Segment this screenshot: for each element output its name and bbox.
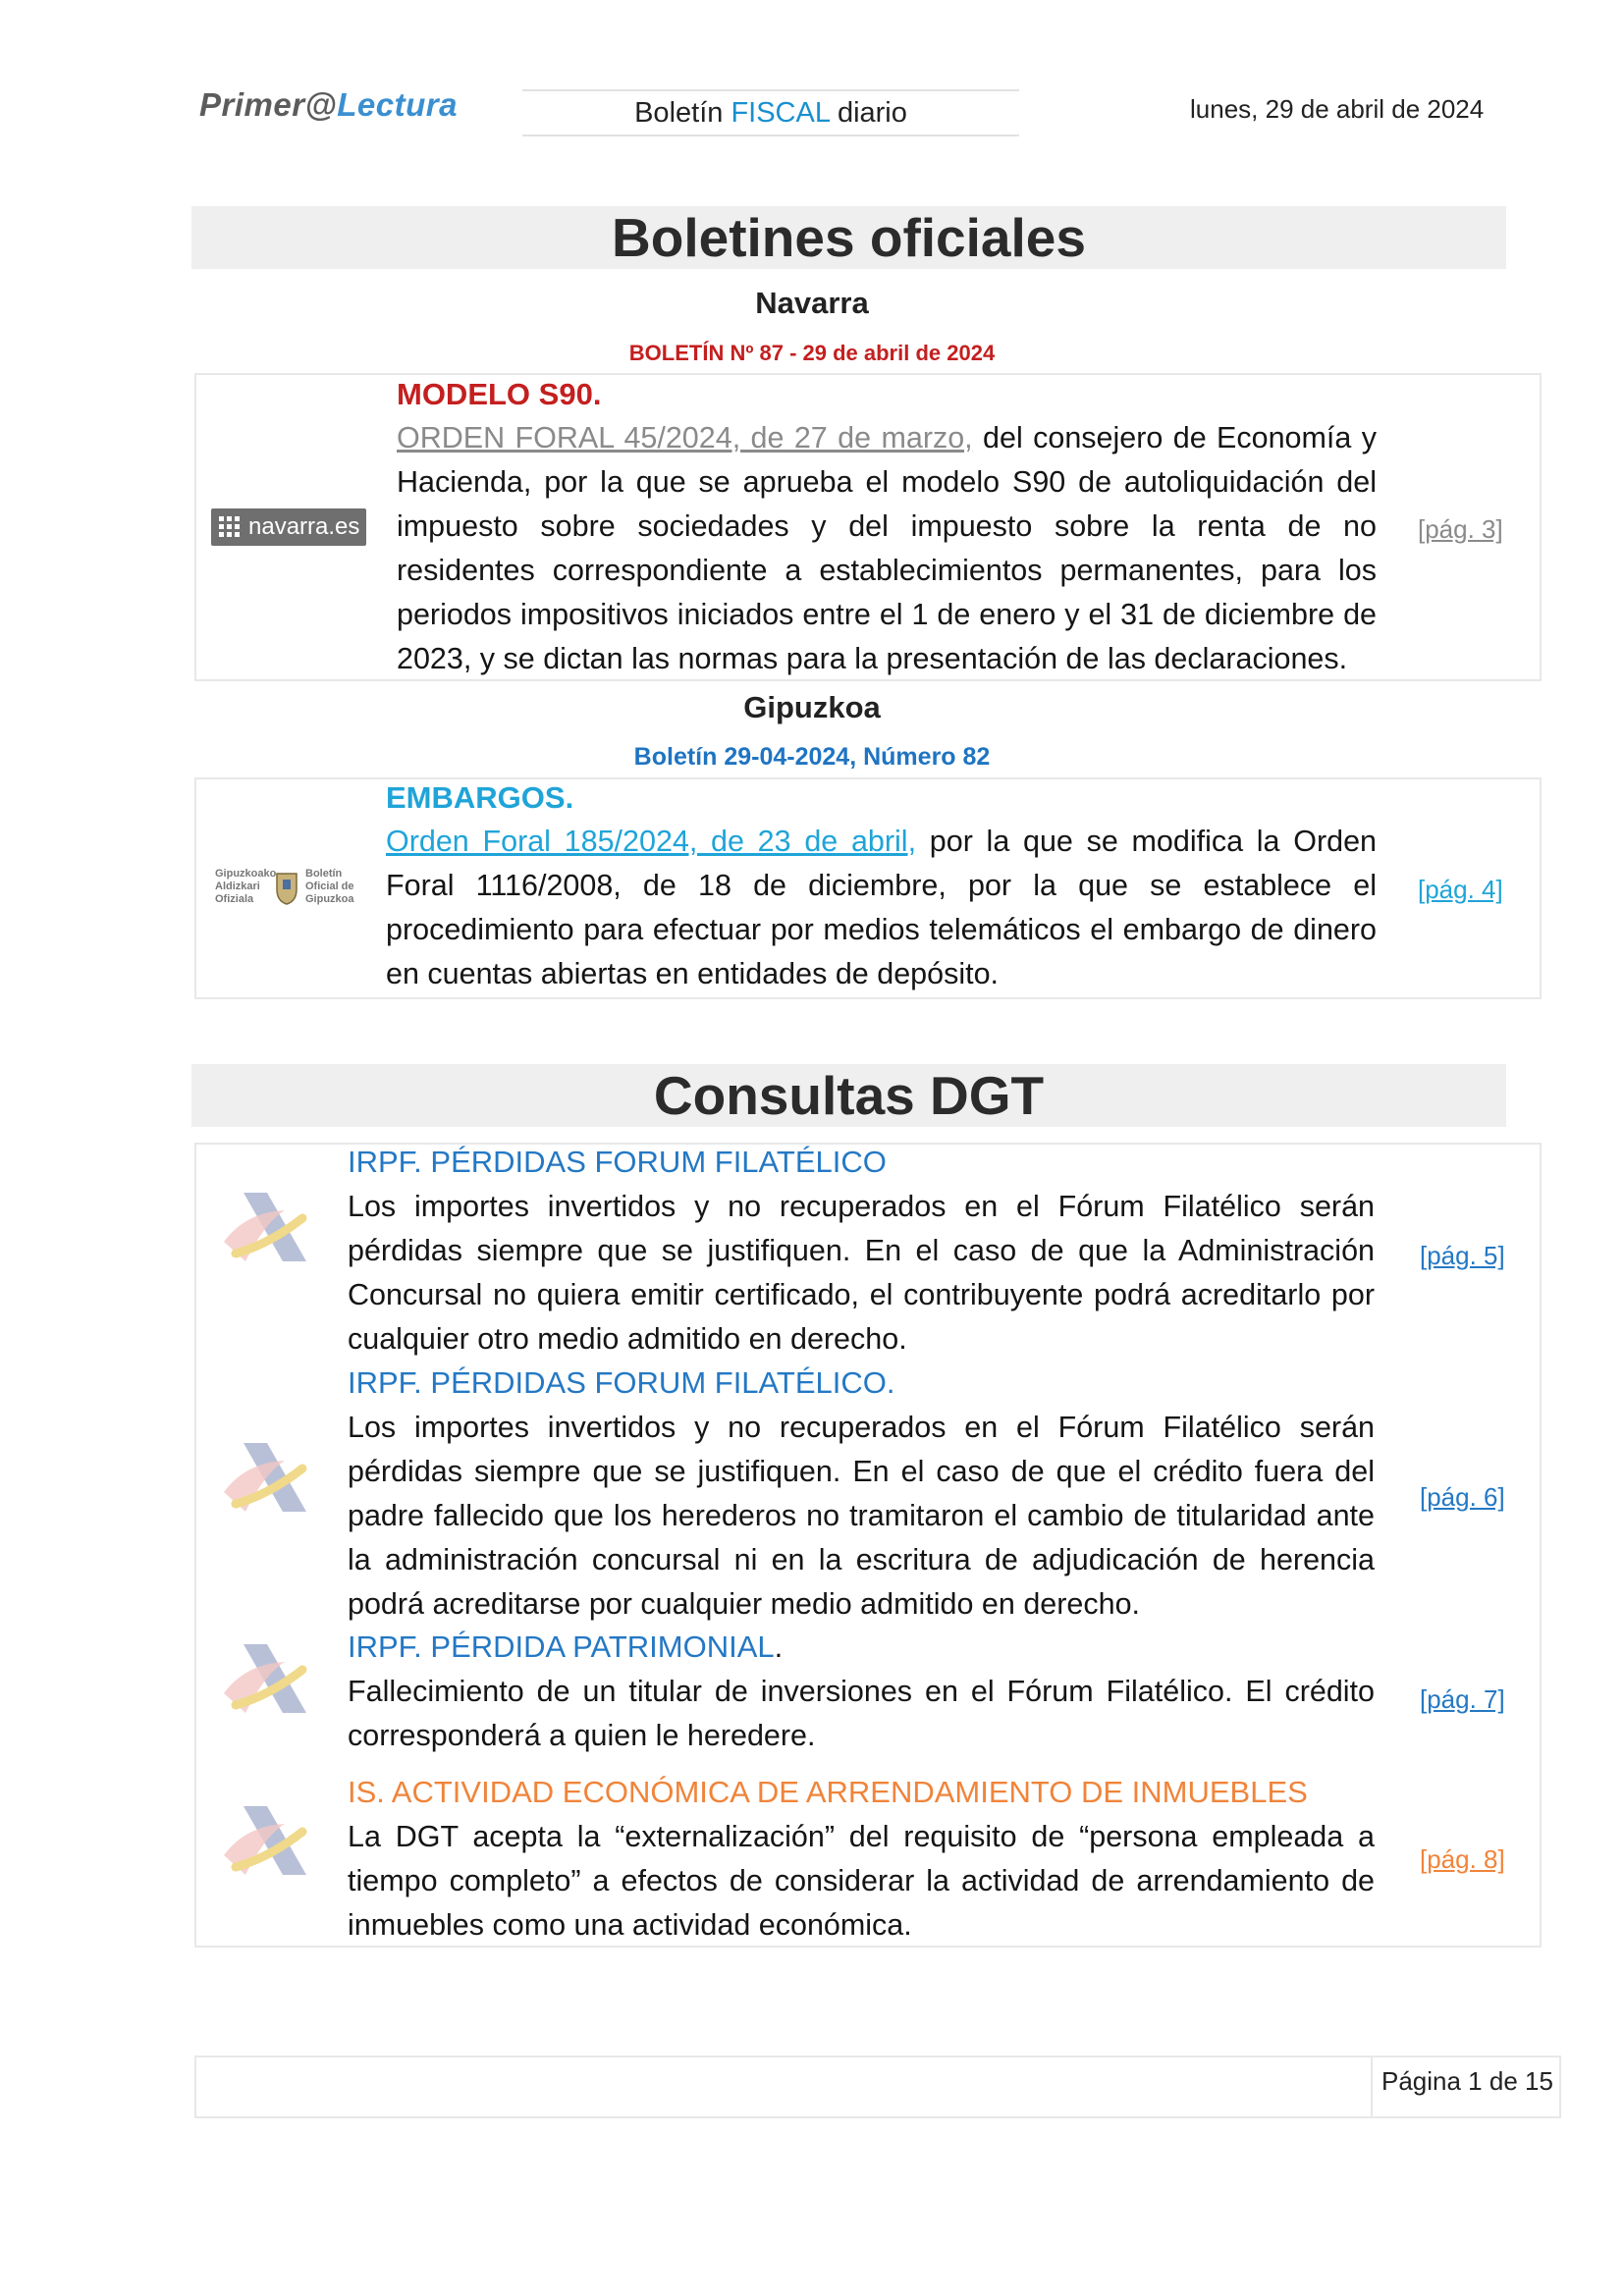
header-title-post: diario [829, 97, 907, 129]
bulletin-gipuzkoa: Boletín 29-04-2024, Número 82 [633, 743, 991, 771]
gipuzkoa-logo-left: Gipuzkoako Aldizkari Ofiziala [215, 868, 277, 905]
aeat-logo-icon [216, 1796, 314, 1885]
header-title-pre: Boletín [634, 97, 731, 129]
gipuzkoa-page-link[interactable]: [pág. 4] [1418, 875, 1503, 904]
navarra-page-link[interactable]: [pág. 3] [1418, 514, 1503, 544]
gipuzkoa-item-title: EMBARGOS. [386, 780, 574, 815]
navarra-item-text [397, 416, 1377, 681]
logo-part-2: Lectura [337, 86, 458, 123]
consulta-3-title-wrap [348, 1629, 783, 1665]
section-title-consultas: Consultas DGT [191, 1064, 1506, 1127]
aeat-logo-icon [216, 1183, 314, 1271]
gipuzkoa-item-body: por la que se modifica la Orden Foral 1116/2008, de 18 de diciembre, por la que se establece el procedimiento para efectuar por medios telemáticos el embargo de dinero en cuentas abiertas en entidades de depósito. [386, 825, 1377, 990]
footer-divider [1371, 2056, 1373, 2118]
gipuzkoa-orden-link[interactable]: Orden Foral 185/2024, de 23 de abril, [386, 825, 917, 858]
navarra-item-body: del consejero de Economía y Hacienda, por la que se aprueba el modelo S90 de autoliquidación del impuesto sobre sociedades y del impuesto sobre la renta de no residentes correspondiente a establecimientos permanentes, para los periodos impositivos iniciados entre el 1 de enero y el 31 de diciembre de 2023, y se dictan las normas para la presentación de las declaraciones. [397, 421, 1377, 675]
section-title-boletines: Boletines oficiales [191, 206, 1506, 269]
aeat-logo-icon [216, 1433, 314, 1522]
gipuzkoa-logo-right: Boletín Oficial de Gipuzkoa [305, 868, 354, 905]
consulta-3-body: Fallecimiento de un titular de inversiones en el Fórum Filatélico. El crédito corresponderá a quien le heredere. [348, 1675, 1375, 1752]
consulta-2-title: IRPF. PÉRDIDAS FORUM FILATÉLICO. [348, 1365, 895, 1400]
gipuzkoa-item-text [386, 820, 1377, 996]
region-gipuzkoa: Gipuzkoa [743, 690, 881, 724]
aeat-logo-icon [216, 1634, 314, 1723]
consulta-4-page-link[interactable]: [pág. 8] [1420, 1844, 1505, 1874]
region-navarra: Navarra [755, 286, 869, 320]
navarra-logo-text: navarra.es [248, 513, 360, 540]
consulta-4-body: La DGT acepta la “externalización” del requisito de “persona empleada a tiempo completo” a efectos de considerar la actividad de arrendamiento de inmuebles como una actividad económica. [348, 1820, 1375, 1942]
gipuzkoa-logo [211, 864, 358, 919]
grid-icon [219, 516, 243, 538]
logo-part-1: Primer@ [199, 86, 338, 123]
page-number: Página 1 de 15 [1381, 2066, 1553, 2096]
consulta-3-page-link[interactable]: [pág. 7] [1420, 1684, 1505, 1714]
coat-of-arms-icon [274, 870, 299, 905]
navarra-orden-link[interactable]: ORDEN FORAL 45/2024, de 27 de marzo, [397, 421, 973, 454]
header-date: lunes, 29 de abril de 2024 [1190, 94, 1485, 124]
consulta-1-page-link[interactable]: [pág. 5] [1420, 1241, 1505, 1270]
navarra-logo [211, 508, 366, 546]
consulta-3-title: IRPF. PÉRDIDA PATRIMONIAL [348, 1629, 775, 1664]
navarra-item-title: MODELO S90. [397, 377, 602, 411]
footer-box [194, 2056, 1561, 2118]
header-title-accent: FISCAL [731, 97, 830, 129]
consulta-2-body: Los importes invertidos y no recuperados en el Fórum Filatélico serán pérdidas siempre que se justifiquen. En el caso de que el crédito fuera del padre fallecido que los herederos no tramitaron el cambio de titularidad ante la administración concursal ni en la escritura de adjudicación de herencia podrá acreditarse por cualquier medio admitido en derecho. [348, 1411, 1375, 1621]
consulta-1-title: IRPF. PÉRDIDAS FORUM FILATÉLICO [348, 1145, 887, 1179]
primera-lectura-logo [199, 86, 458, 124]
consulta-1-body: Los importes invertidos y no recuperados en el Fórum Filatélico serán pérdidas siempre que se justifiquen. En el caso de que la Administración Concursal no quiera emitir certificado, el contribuyente podrá acreditarlo por cualquier otro medio admitido en derecho. [348, 1190, 1375, 1356]
bulletin-navarra: BOLETÍN Nº 87 - 29 de abril de 2024 [628, 341, 996, 365]
consulta-4-title: IS. ACTIVIDAD ECONÓMICA DE ARRENDAMIENTO DE INMUEBLES [348, 1775, 1308, 1809]
consulta-3-title-suffix: . [774, 1629, 784, 1664]
header-title [522, 89, 1019, 136]
consulta-2-page-link[interactable]: [pág. 6] [1420, 1482, 1505, 1512]
